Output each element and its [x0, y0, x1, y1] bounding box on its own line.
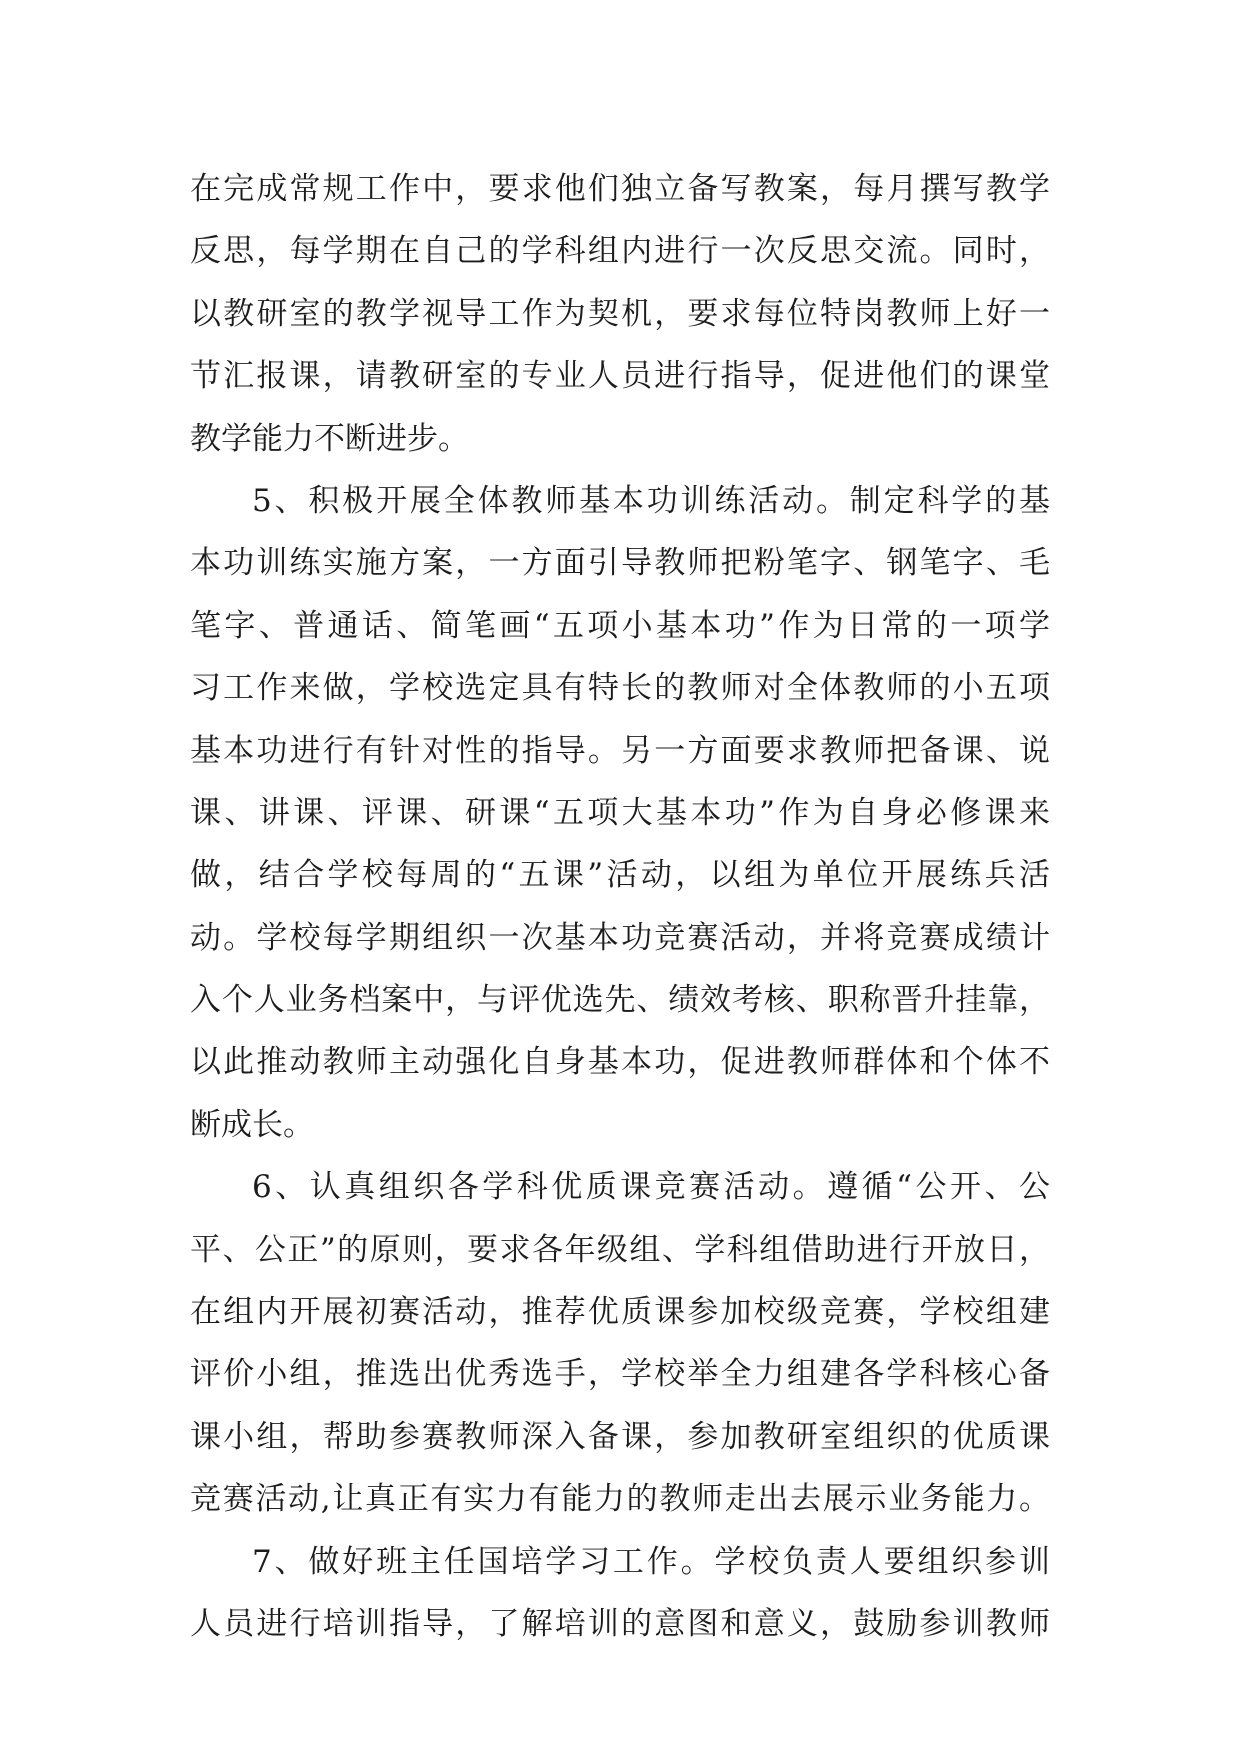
text-line: 节汇报课，请教研室的专业人员进行指导，促进他们的课堂 — [190, 358, 1050, 395]
text-line: 课、讲课、评课、研课“五项大基本功”作为自身必修课来 — [190, 794, 1050, 831]
text-line: 人员进行培训指导，了解培训的意图和意义，鼓励参训教师 — [190, 1605, 1050, 1642]
text-line: 做，结合学校每周的“五课”活动，以组为单位开展练兵活 — [190, 857, 1050, 894]
text-line: 以此推动教师主动强化自身基本功，促进教师群体和个体不 — [190, 1044, 1050, 1081]
document-body — [190, 158, 1050, 1655]
text-line: 在完成常规工作中，要求他们独立备写教案，每月撰写教学 — [190, 171, 1050, 207]
text-line: 习工作来做，学校选定具有特长的教师对全体教师的小五项 — [190, 670, 1050, 707]
text-line: 6、认真组织各学科优质课竞赛活动。遵循“公开、公 — [252, 1169, 1050, 1206]
text-line: 课小组，帮助参赛教师深入备课，参加教研室组织的优质课 — [190, 1418, 1050, 1455]
text-line: 断成长。 — [190, 1106, 314, 1143]
text-line: 基本功进行有针对性的指导。另一方面要求教师把备课、说 — [190, 732, 1050, 769]
text-line: 7、做好班主任国培学习工作。学校负责人要组织参训 — [252, 1543, 1050, 1580]
text-line: 在组内开展初赛活动，推荐优质课参加校级竞赛，学校组建 — [190, 1294, 1050, 1331]
text-line: 教学能力不断进步。 — [190, 420, 469, 457]
text-line: 以教研室的教学视导工作为契机，要求每位特岗教师上好一 — [190, 295, 1050, 332]
text-line: 反思，每学期在自己的学科组内进行一次反思交流。同时， — [190, 233, 1050, 270]
text-line: 评价小组，推选出优秀选手，学校举全力组建各学科核心备 — [190, 1356, 1050, 1393]
text-line: 动。学校每学期组织一次基本功竞赛活动，并将竞赛成绩计 — [190, 919, 1050, 956]
text-line: 笔字、普通话、简笔画“五项小基本功”作为日常的一项学 — [190, 607, 1050, 644]
text-line: 本功训练实施方案，一方面引导教师把粉笔字、钢笔字、毛 — [190, 545, 1050, 582]
text-line: 平、公正”的原则，要求各年级组、学科组借助进行开放日， — [190, 1231, 1050, 1268]
text-line: 入个人业务档案中，与评优选先、绩效考核、职称晋升挂靠， — [190, 982, 1050, 1019]
text-line: 竞赛活动,让真正有实力有能力的教师走出去展示业务能力。 — [190, 1481, 1050, 1518]
text-line: 5、积极开展全体教师基本功训练活动。制定科学的基 — [252, 482, 1050, 519]
